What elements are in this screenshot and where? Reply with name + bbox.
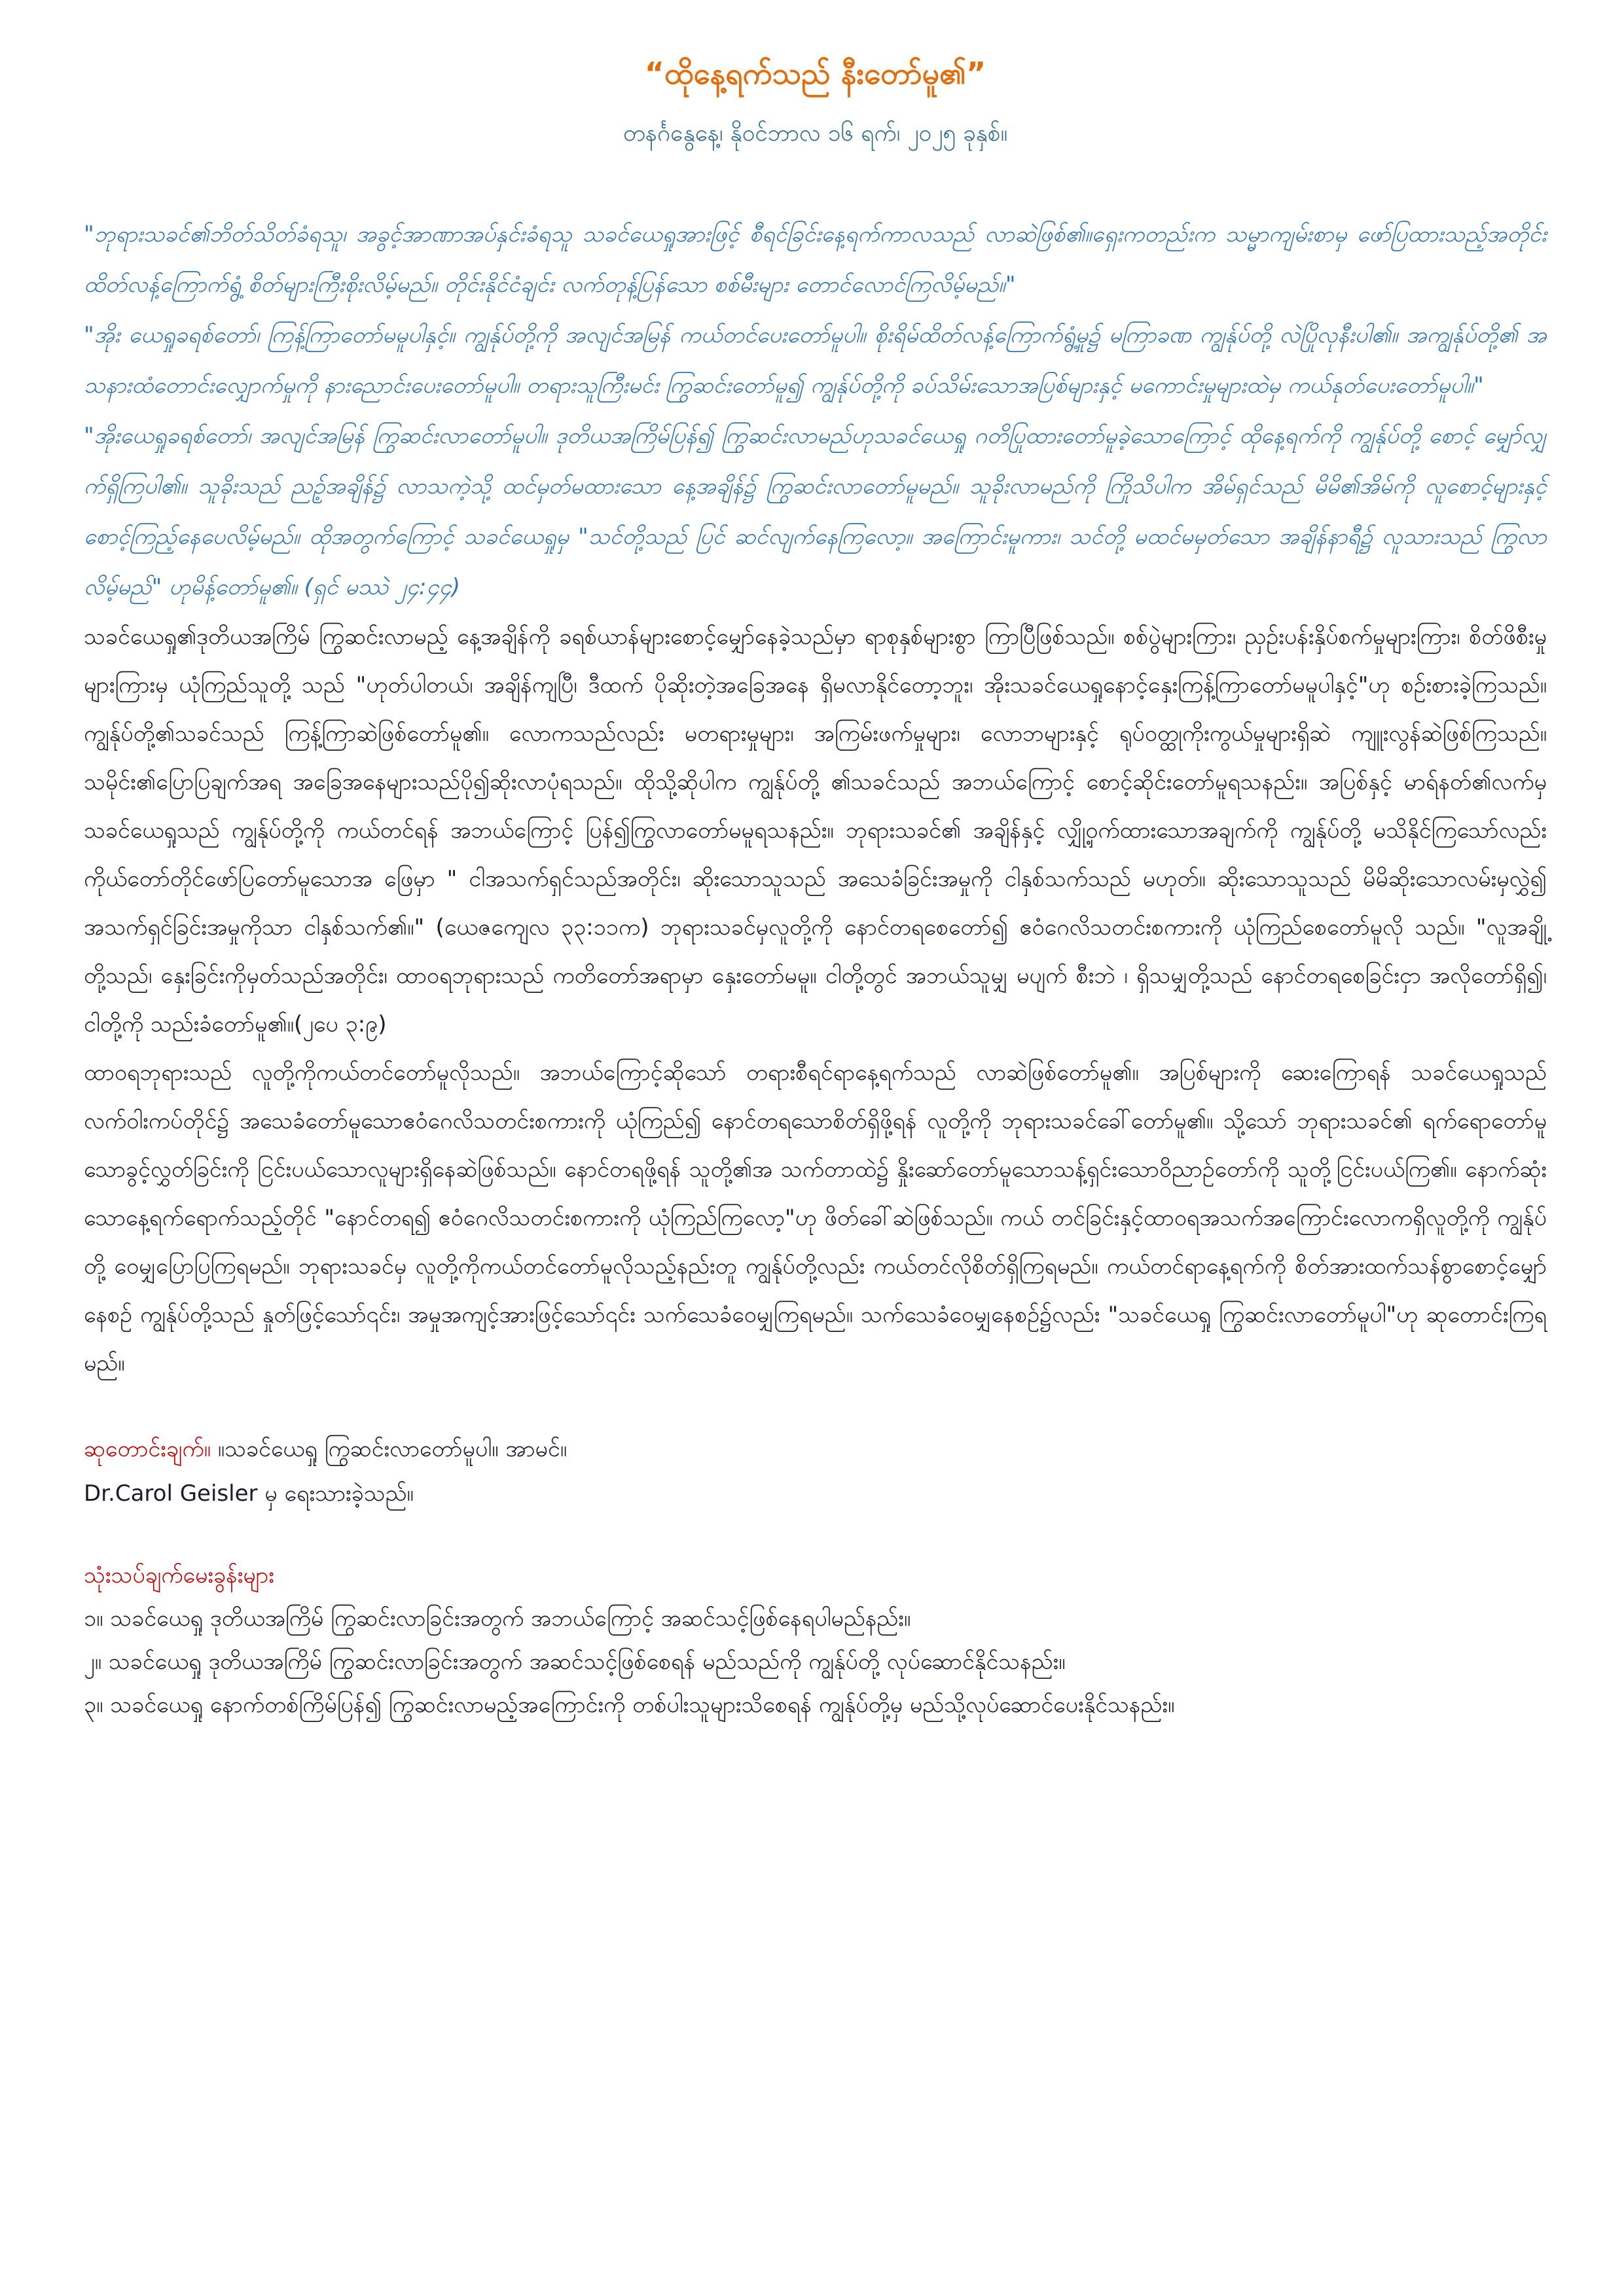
reflection-questions bbox=[84, 1554, 1547, 1727]
closing-prayer bbox=[84, 1427, 1547, 1471]
body-paragraph-2: ထာဝရဘုရားသည် လူတို့ကိုကယ်တင်တော်မူလိုသည်။ အဘယ်ကြောင့်ဆိုသော် တရားစီရင်ရာနေ့ရက်သည် လာဆဲဖြစ်တော်မူ၏။ အပြစ်များကို ဆေးကြောရန် သခင်ယေရှုသည် လက်ဝါးကပ်တိုင်၌ အသေခံတော်မူသောဧဝံဂေလိသတင်းစကားကို ယုံကြည်၍ နောင်တရသောစိတ်ရှိဖို့ရန် လူတို့ကို ဘုရားသခင်ခေါ်တော်မူ၏။ သို့သော် ဘုရားသခင်၏ ရက်ရောတော်မူသောခွင့်လွှတ်ခြင်းကို ငြင်းပယ်သောလူများရှိနေဆဲဖြစ်သည်။ နောင်တရဖို့ရန် သူတို့၏အ သက်တာထဲ၌ နှိုးဆော်တော်မူသောသန့်ရှင်းသောဝိညာဉ်တော်ကို သူတို့ငြင်းပယ်ကြ၏။ နောက်ဆုံးသောနေ့ရက်ရောက်သည့်တိုင် "နောင်တရ၍ ဧဝံဂေလိသတင်းစကားကို ယုံကြည်ကြလော့"ဟု ဖိတ်ခေါ်ဆဲဖြစ်သည်။ ကယ် တင်ခြင်းနှင့်ထာဝရအသက်အကြောင်းလောကရှိလူတို့ကို ကျွန်ုပ်တို့ ဝေမျှပြောပြကြရမည်။ ဘုရားသခင်မှ လူတို့ကိုကယ်တင်တော်မူလိုသည့်နည်းတူ ကျွန်ုပ်တို့လည်း ကယ်တင်လိုစိတ်ရှိကြရမည်။ ကယ်တင်ရာနေ့ရက်ကို စိတ်အားထက်သန်စွာစောင့်မျှော်နေစဉ် ကျွန်ုပ်တို့သည် နှုတ်ဖြင့်သော်၎င်း၊ အမှုအကျင့်အားဖြင့်သော်၎င်း သက်သေခံဝေမျှကြရမည်။ သက်သေခံဝေမျှနေစဉ်၌လည်း "သခင်ယေရှု ကြွဆင်းလာတော်မူပါ"ဟု ဆုတောင်းကြရမည်။ bbox=[84, 1060, 1547, 1376]
quote-paragraph-1: "ဘုရားသခင်၏ဘိတ်သိတ်ခံရသူ၊ အခွင့်အာဏာအပ်နှင်းခံရသူ သခင်ယေရှုအားဖြင့် စီရင်ခြင်းနေ့ရက်ကာလသည် လာဆဲဖြစ်၏။ရှေးကတည်းက သမ္မာကျမ်းစာမှ ဖော်ပြထားသည့်အတိုင်း ထိတ်လန့်ကြောက်ရွံ့ စိတ်များကြီးစိုးလိမ့်မည်။ တိုင်းနိုင်ငံချင်း လက်တုန့်ပြန်သော စစ်မီးများ တောင်လောင်ကြလိမ့်မည်။" bbox=[84, 221, 1547, 298]
body-paragraph-1: သခင်ယေရှု၏ဒုတိယအကြိမ် ကြွဆင်းလာမည့် နေ့အချိန်ကို ခရစ်ယာန်များစောင့်မျှော်နေခဲ့သည်မှာ ရာစုနှစ်များစွာ ကြာပြီဖြစ်သည်။ စစ်ပွဲများကြား၊ ညှဉ်းပန်းနှိပ်စက်မှုများကြား၊ စိတ်ဖိစီးမှုများကြားမှ ယုံကြည်သူတို့ သည် "ဟုတ်ပါတယ်၊ အချိန်ကျပြီ၊ ဒီထက် ပိုဆိုးတဲ့အခြေအနေ ရှိမလာနိုင်တော့ဘူး၊ အိုးသခင်ယေရှုနောင့်နှေးကြန့်ကြာတော်မမူပါနှင့်"ဟု စဉ်းစားခဲ့ကြသည်။ကျွန်ုပ်တို့၏သခင်သည် ကြန့်ကြာဆဲဖြစ်တော်မူ၏။ လောကသည်လည်း မတရားမှုများ၊ အကြမ်းဖက်မှုများ၊ လောဘများနှင့် ရုပ်ဝတ္ထုကိုးကွယ်မှုများရှိဆဲ ကျူးလွန်ဆဲဖြစ်ကြသည်။ သမိုင်း၏ပြောပြချက်အရ အခြေအနေများသည်ပို၍ဆိုးလာပုံရသည်။ ထိုသို့ဆိုပါက ကျွန်ုပ်တို့ ၏သခင်သည် အဘယ်ကြောင့် စောင့်ဆိုင်းတော်မူရသနည်း။ အပြစ်နှင့် မာရ်နတ်၏လက်မှ သခင်ယေရှုသည် ကျွန်ုပ်တို့ကို ကယ်တင်ရန် အဘယ်ကြောင့် ပြန်၍ကြွလာတော်မမူရသနည်း။ ဘုရားသခင်၏ အချိန်နှင့် လျှို့ဝှက်ထားသောအချက်ကို ကျွန်ုပ်တို့ မသိနိုင်ကြသော်လည်း ကိုယ်တော်တိုင်ဖော်ပြတော်မူသောအ ဖြေမှာ " ငါအသက်ရှင်သည်အတိုင်း၊ ဆိုးသောသူသည် အသေခံခြင်းအမှုကို ငါနှစ်သက်သည် မဟုတ်။ ဆိုးသောသူသည် မိမိဆိုးသောလမ်းမှလွှဲ၍ အသက်ရှင်ခြင်းအမှုကိုသာ ငါနှစ်သက်၏။" (ယေဇကျေလ ၃၃:၁၁က) ဘုရားသခင်မှလူတို့ကို နောင်တရစေတော်၍ ဧဝံဂေလိသတင်းစကားကို ယုံကြည်စေတော်မူလို သည်။ "လူအချို့တို့သည်၊ နှေးခြင်းကိုမှတ်သည်အတိုင်း၊ ထာဝရဘုရားသည် ကတိတော်အရာမှာ နှေးတော်မမူ။ ငါတို့တွင် အဘယ်သူမျှ မပျက် စီးဘဲ ၊ ရှိသမျှတို့သည် နောင်တရစေခြင်းငှာ အလိုတော်ရှိ၍၊ ငါတို့ကို သည်းခံတော်မူ၏။(၂ပေ ၃:၉) bbox=[84, 624, 1547, 1037]
quote-paragraph-2: "အိုး ယေရှုခရစ်တော်၊ ကြန့်ကြာတော်မမူပါနှင့်။ ကျွန်ုပ်တို့ကို အလျင်အမြန် ကယ်တင်ပေးတော်မူပါ။ စိုးရိမ်ထိတ်လန့်ကြောက်ရွံ့မှု၌ မကြာခဏ ကျွန်ုပ်တို့ လဲပြိုလုနီးပါ၏။ အကျွန်ုပ်တို့၏ အသနားထံတောင်းလျှောက်မှုကို နားညောင်းပေးတော်မူပါ။ တရားသူကြီးမင်း ကြွဆင်းတော်မူ၍ ကျွန်ုပ်တို့ကို ခပ်သိမ်းသောအပြစ်များနှင့် မကောင်းမှုများထဲမှ ကယ်နုတ်ပေးတော်မူပါ။" bbox=[84, 322, 1547, 399]
document-title: “ထိုနေ့ရက်သည် နီးတော်မူ၏” bbox=[644, 56, 986, 91]
devotional-body bbox=[84, 613, 1547, 1388]
question-item-2: ၂။ သခင်ယေရှု ဒုတိယအကြိမ် ကြွဆင်းလာခြင်းအတွက် အဆင်သင့်ဖြစ်စေရန် မည်သည်ကို ကျွန်ုပ်တို့ လုပ်ဆောင်နိုင်သနည်း။ bbox=[84, 1649, 1066, 1675]
questions-heading: သုံးသပ်ချက်မေးခွန်းများ bbox=[84, 1562, 274, 1588]
opening-prayer-quotes bbox=[84, 209, 1547, 613]
date-line: တနင်္ဂနွေနေ့၊ နိုဝင်ဘာလ ၁၆ ရက်၊ ၂၀၂၅ ခုနှစ်။ bbox=[623, 120, 1008, 147]
author-line: Dr.Carol Geisler မှ ရေးသားခဲ့သည်။ bbox=[84, 1480, 414, 1507]
prayer-label: ဆုတောင်းချက်။ bbox=[84, 1436, 211, 1462]
question-item-3: ၃။ သခင်ယေရှု နောက်တစ်ကြိမ်ပြန်၍ ကြွဆင်းလာမည့်အကြောင်းကို တစ်ပါးသူများသိစေရန် ကျွန်ုပ်တို့မှ မည်သို့လုပ်ဆောင်ပေးနိုင်သနည်း။ bbox=[84, 1692, 1175, 1718]
prayer-text: ။သခင်ယေရှု ကြွဆင်းလာတော်မူပါ။ အာမင်။ bbox=[210, 1436, 568, 1462]
question-item-1: ၁။ သခင်ယေရှု ဒုတိယအကြိမ် ကြွဆင်းလာခြင်းအတွက် အဘယ်ကြောင့် အဆင်သင့်ဖြစ်နေရပါမည်နည်း။ bbox=[84, 1605, 911, 1632]
quote-paragraph-3: "အိုးယေရှုခရစ်တော်၊ အလျင်အမြန် ကြွဆင်းလာတော်မူပါ။ ဒုတိယအကြိမ်ပြန်၍ ကြွဆင်းလာမည်ဟုသခင်ယေရှု ဂတိပြုထားတော်မူခဲ့သောကြောင့် ထိုနေ့ရက်ကို ကျွန်ုပ်တို့ စောင့် မျှော်လျှက်ရှိကြပါ၏။ သူခိုးသည် ညဥ့်အချိန်၌ လာသကဲ့သို့ ထင်မှတ်မထားသော နေ့အချိန်၌ ကြွဆင်းလာတော်မူမည်။ သူခိုးလာမည်ကို ကြိုသိပါက အိမ်ရှင်သည် မိမိ၏အိမ်ကို လူစောင့်များနှင့် စောင့်ကြည့်နေပေလိမ့်မည်။ ထိုအတွက်ကြောင့် သခင်ယေရှုမှ "သင်တို့သည် ပြင် ဆင်လျက်နေကြလော့။ အကြောင်းမူကား၊ သင်တို့ မထင်မမှတ်သော အချိန်နာရီ၌ လူသားသည် ကြွလာလိမ့်မည်" ဟုမိန့်တော်မူ၏။ (ရှင် မဿဲ ၂၄:၄၄) bbox=[84, 423, 1547, 600]
